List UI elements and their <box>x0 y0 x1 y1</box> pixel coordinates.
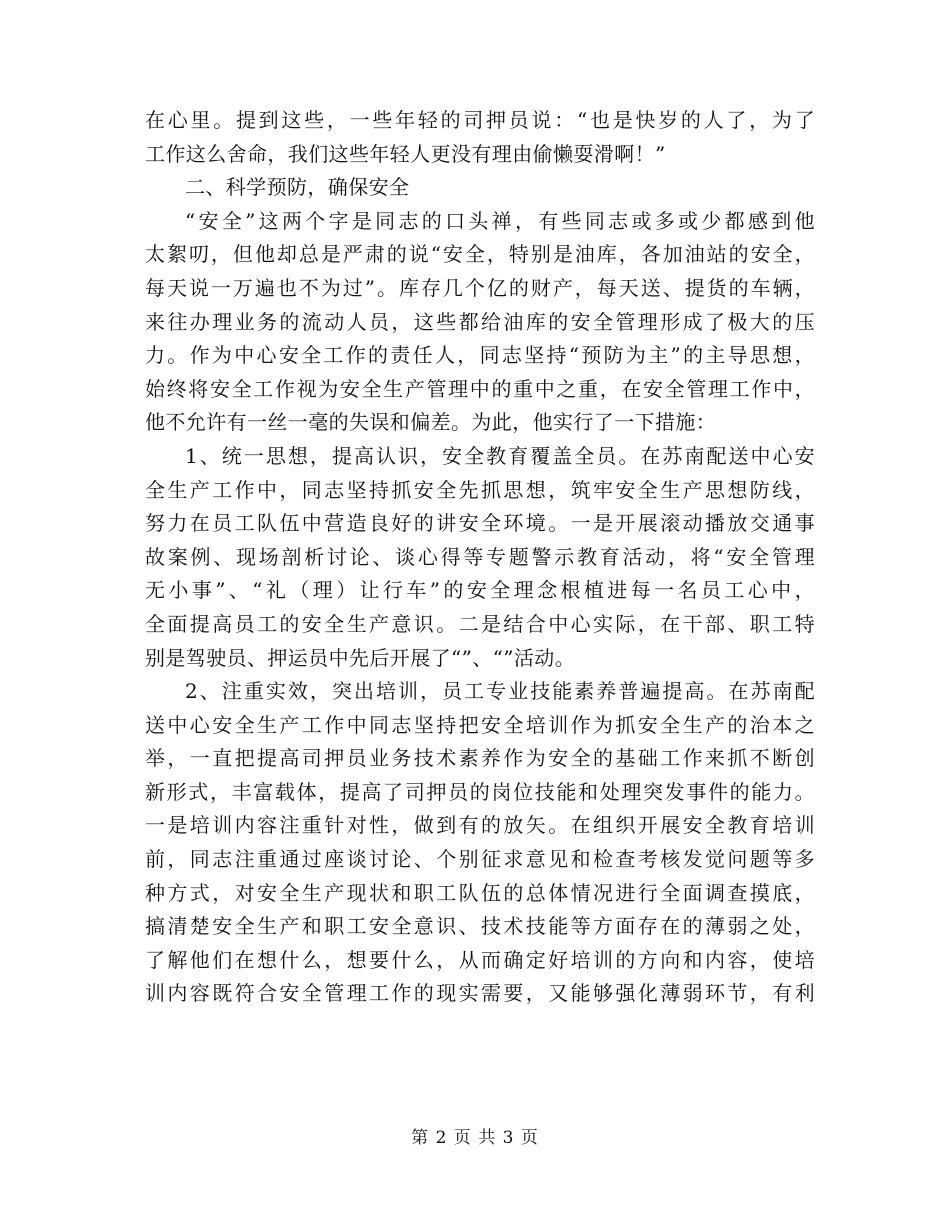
text-line: 在心里。提到这些，一些年轻的司押员说：“也是快岁的人了，为了 <box>145 108 815 132</box>
text-line: 他不允许有一丝一毫的失误和偏差。为此，他实行了一下措施： <box>145 410 717 435</box>
text-line: 新形式，丰富载体，提高了司押员的岗位技能和处理突发事件的能力。 <box>145 779 815 804</box>
text-line: 工作这么舍命，我们这些年轻人更没有理由偷懒耍滑啊！” <box>145 141 666 166</box>
body-text <box>145 104 815 1011</box>
text-line: 始终将安全工作视为安全生产管理中的重中之重，在安全管理工作中， <box>145 376 815 401</box>
section-heading: 二、科学预防，确保安全 <box>185 175 410 200</box>
text-line: 种方式，对安全生产现状和职工队伍的总体情况进行全面调查摸底， <box>145 880 815 905</box>
text-line: 努力在员工队伍中营造良好的讲安全环境。一是开展滚动播放交通事 <box>145 511 815 536</box>
text-line: 别是驾驶员、押运员中先后开展了“”、“”活动。 <box>145 645 576 670</box>
text-line: 训内容既符合安全管理工作的现实需要，又能够强化薄弱环节，有利 <box>145 981 815 1006</box>
text-line: “安全”这两个字是同志的口头禅，有些同志或多或少都感到他 <box>185 208 815 233</box>
text-line: 2、注重实效，突出培训，员工专业技能素养普遍提高。在苏南配 <box>185 679 815 704</box>
text-line: 力。作为中心安全工作的责任人，同志坚持“预防为主”的主导思想， <box>145 343 815 368</box>
text-line: 全面提高员工的安全生产意识。二是结合中心实际，在干部、职工特 <box>145 611 815 636</box>
text-line: 无小事”、“礼（理）让行车”的安全理念根植进每一名员工心中， <box>145 578 815 603</box>
text-line: 全生产工作中，同志坚持抓安全先抓思想，筑牢安全生产思想防线， <box>145 477 815 502</box>
text-line: 前，同志注重通过座谈讨论、个别征求意见和检查考核发觉问题等多 <box>145 847 815 872</box>
text-line: 来往办理业务的流动人员，这些都给油库的安全管理形成了极大的压 <box>145 309 815 334</box>
text-line: 太絮叨，但他却总是严肃的说“安全，特别是油库，各加油站的安全， <box>145 242 815 267</box>
text-line: 1、统一思想，提高认识，安全教育覆盖全员。在苏南配送中心安 <box>185 443 815 468</box>
text-line: 了解他们在想什么，想要什么，从而确定好培训的方向和内容，使培 <box>145 947 815 972</box>
text-line: 举，一直把提高司押员业务技术素养作为安全的基础工作来抓不断创 <box>145 746 815 771</box>
page-footer: 第 2 页 共 3 页 <box>411 1128 539 1148</box>
text-line: 每天说一万遍也不为过”。库存几个亿的财产，每天送、提货的车辆， <box>145 275 815 300</box>
text-line: 故案例、现场剖析讨论、谈心得等专题警示教育活动，将“安全管理 <box>145 544 815 569</box>
text-line: 一是培训内容注重针对性，做到有的放矢。在组织开展安全教育培训 <box>145 813 815 838</box>
text-line: 送中心安全生产工作中同志坚持把安全培训作为抓安全生产的治本之 <box>145 712 815 737</box>
text-line: 搞清楚安全生产和职工安全意识、技术技能等方面存在的薄弱之处， <box>145 914 815 939</box>
